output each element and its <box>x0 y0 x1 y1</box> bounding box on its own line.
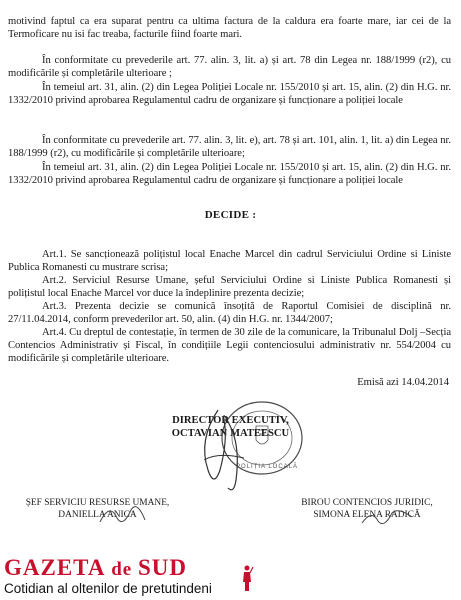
paragraph-temei-1: În temeiul art. 31, alin. (2) din Legea Poliției Locale nr. 155/2010 și art. 15, alin. (2) din H.G. nr. 1332/2010 privind aprobarea Regulamentul cadru de organizare și funcționare a poliției locale <box>8 81 451 106</box>
hr-signature <box>95 500 155 530</box>
article-1: Art.1. Se sancționează polițistul local Enache Marcel din cadrul Serviciului Ordine si Liniste Publica Romanesti cu mustrare scrisa; <box>8 248 451 273</box>
article-4: Art.4. Cu dreptul de contestație, în termen de 30 zile de la comunicare, la Tribunalul Dolj –Secția Contencios Administrativ și Fiscal, în condițiile Legii contenciosului administrativ nr. 554/2004 cu modificările și completările ulterioare. <box>8 326 451 364</box>
director-name: OCTAVIAN MATEESCU <box>171 428 290 439</box>
newspaper-branding <box>4 556 212 597</box>
decision-title: DECIDE : <box>204 209 257 221</box>
paragraph-conformitate-2: În conformitate cu prevederile art. 77. alin. 3, lit. e), art. 78 și art. 101, alin. 1, lit. a) din Legea nr. 188/1999 (r2), cu modificările și completările ulterioare; <box>8 134 451 159</box>
article-2: Art.2. Serviciul Resurse Umane, șeful Serviciului Ordine si Liniste Publica Romanesti și polițistul local Enache Marcel vor duce la îndeplinire prezenta decizie; <box>8 274 451 299</box>
issue-date: Emisă azi 14.04.2014 <box>357 377 449 388</box>
legal-title: BIROU CONTENCIOS JURIDIC, <box>301 498 433 508</box>
stamp-text: POLIȚIA LOCALĂ <box>236 464 299 470</box>
article-3: Art.3. Prezenta decizie se comunică însoțită de Raportul Comisiei de disciplină nr. 27/11.04.2014, conform prevederilor art. 50, alin. (4) din H.G. nr. 1344/2007; <box>8 300 451 325</box>
director-signature <box>188 400 298 496</box>
newspaper-tagline: Cotidian al oltenilor de pretutindeni <box>4 581 212 596</box>
hr-name: DANIELLA ANICA <box>58 510 137 520</box>
legal-name: SIMONA ELENA RADICĂ <box>313 510 421 520</box>
statue-icon <box>240 564 254 592</box>
director-title: DIRECTOR EXECUTIV, <box>172 415 289 426</box>
hr-title: ȘEF SERVICIU RESURSE UMANE, <box>25 498 170 508</box>
paragraph-temei-2: În temeiul art. 31, alin. (2) din Legea Poliției Locale nr. 155/2010 și art. 15, alin. (2) din H.G. nr. 1332/2010 privind aprobarea Regulamentul cadru de organizare și funcționare a poliției locale <box>8 161 451 186</box>
paragraph-conformitate-1: În conformitate cu prevederile art. 77. alin. 3, lit. a) și art. 78 din Legea nr. 188/1999 (r2), cu modificările și completările ulterioare ; <box>8 54 451 79</box>
newspaper-logo: GAZETA de SUD <box>4 555 187 580</box>
paragraph-intro: motivind faptul ca era suparat pentru ca ultima factura de la caldura era foarte mare, iar cei de la Termoficare nu isi fac treaba, facturile fiind foarte mari. <box>8 15 451 40</box>
legal-signature <box>358 505 418 530</box>
